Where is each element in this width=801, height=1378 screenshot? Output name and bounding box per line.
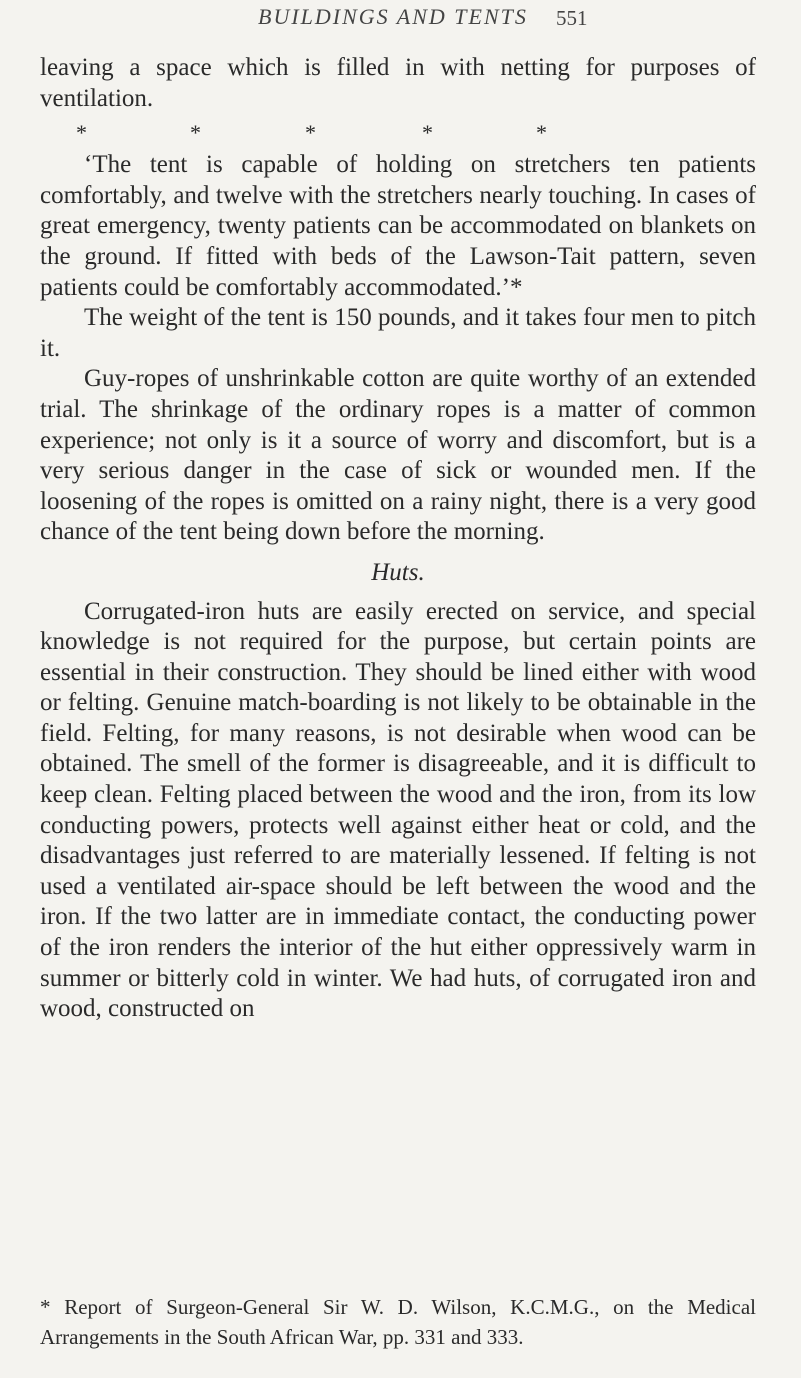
paragraph-quote: ‘The tent is capable of holding on stretchers ten patients comfortably, and twelve with the stretchers nearly touching. In cases of great emergency, twenty patients can be accommodated on blankets on the ground. If fitted with beds of the Lawson-Tait pattern, seven patients could be comfortably accommodated.’* [40, 151, 756, 301]
asterisk: * [305, 120, 316, 146]
asterisk: * [422, 120, 433, 146]
running-title: BUILDINGS AND TENTS [258, 4, 528, 29]
paragraph-huts: Corrugated-iron huts are easily erected on service, and special knowledge is not required for the purpose, but certain points are essential in their construction. They should be lined either with wood or felting. Genuine match-boarding is not likely to be obtainable in the field. Felting, for many reasons, is not desirable when wood can be obtained. The smell of the former is disagreeable, and it is difficult to keep clean. Felting placed between the wood and the iron, from its low conducting powers, protects well against either heat or cold, and the disadvantages just referred to are materially lessened. If felting is not used a ventilated air-space should be left between the wood and the iron. If the two latter are in immediate contact, the conducting power of the iron renders the interior of the hut either oppressively warm in summer or bitterly cold in winter. We had huts, of corrugated iron and wood, constructed on [40, 597, 756, 1023]
body-text [40, 53, 756, 1025]
paragraph-weight: The weight of the tent is 150 pounds, and it takes four men to pitch it. [40, 304, 756, 362]
section-break-asterisks [40, 114, 756, 150]
asterisk: * [536, 120, 547, 146]
paragraph-guy-ropes: Guy-ropes of unshrinkable cotton are quite worthy of an extended trial. The shrinkage of the ordinary ropes is a matter of common experience; not only is it a source of worry and discomfort, but is a very serious danger in the case of sick or wounded men. If the loosening of the ropes is omitted on a rainy night, there is a very good chance of the tent being down before the morning. [40, 365, 756, 546]
paragraph-continuation: leaving a space which is filled in with netting for purposes of ventilation. [40, 54, 756, 112]
footnote: * Report of Surgeon-General Sir W. D. Wilson, K.C.M.G., on the Medical Arrangements in the South African War, pp. 331 and 333. [40, 1295, 756, 1349]
asterisk: * [76, 120, 87, 146]
running-head [0, 4, 801, 34]
section-heading-huts: Huts. [371, 558, 425, 586]
page-number: 551 [556, 6, 588, 30]
asterisk: * [190, 120, 201, 146]
